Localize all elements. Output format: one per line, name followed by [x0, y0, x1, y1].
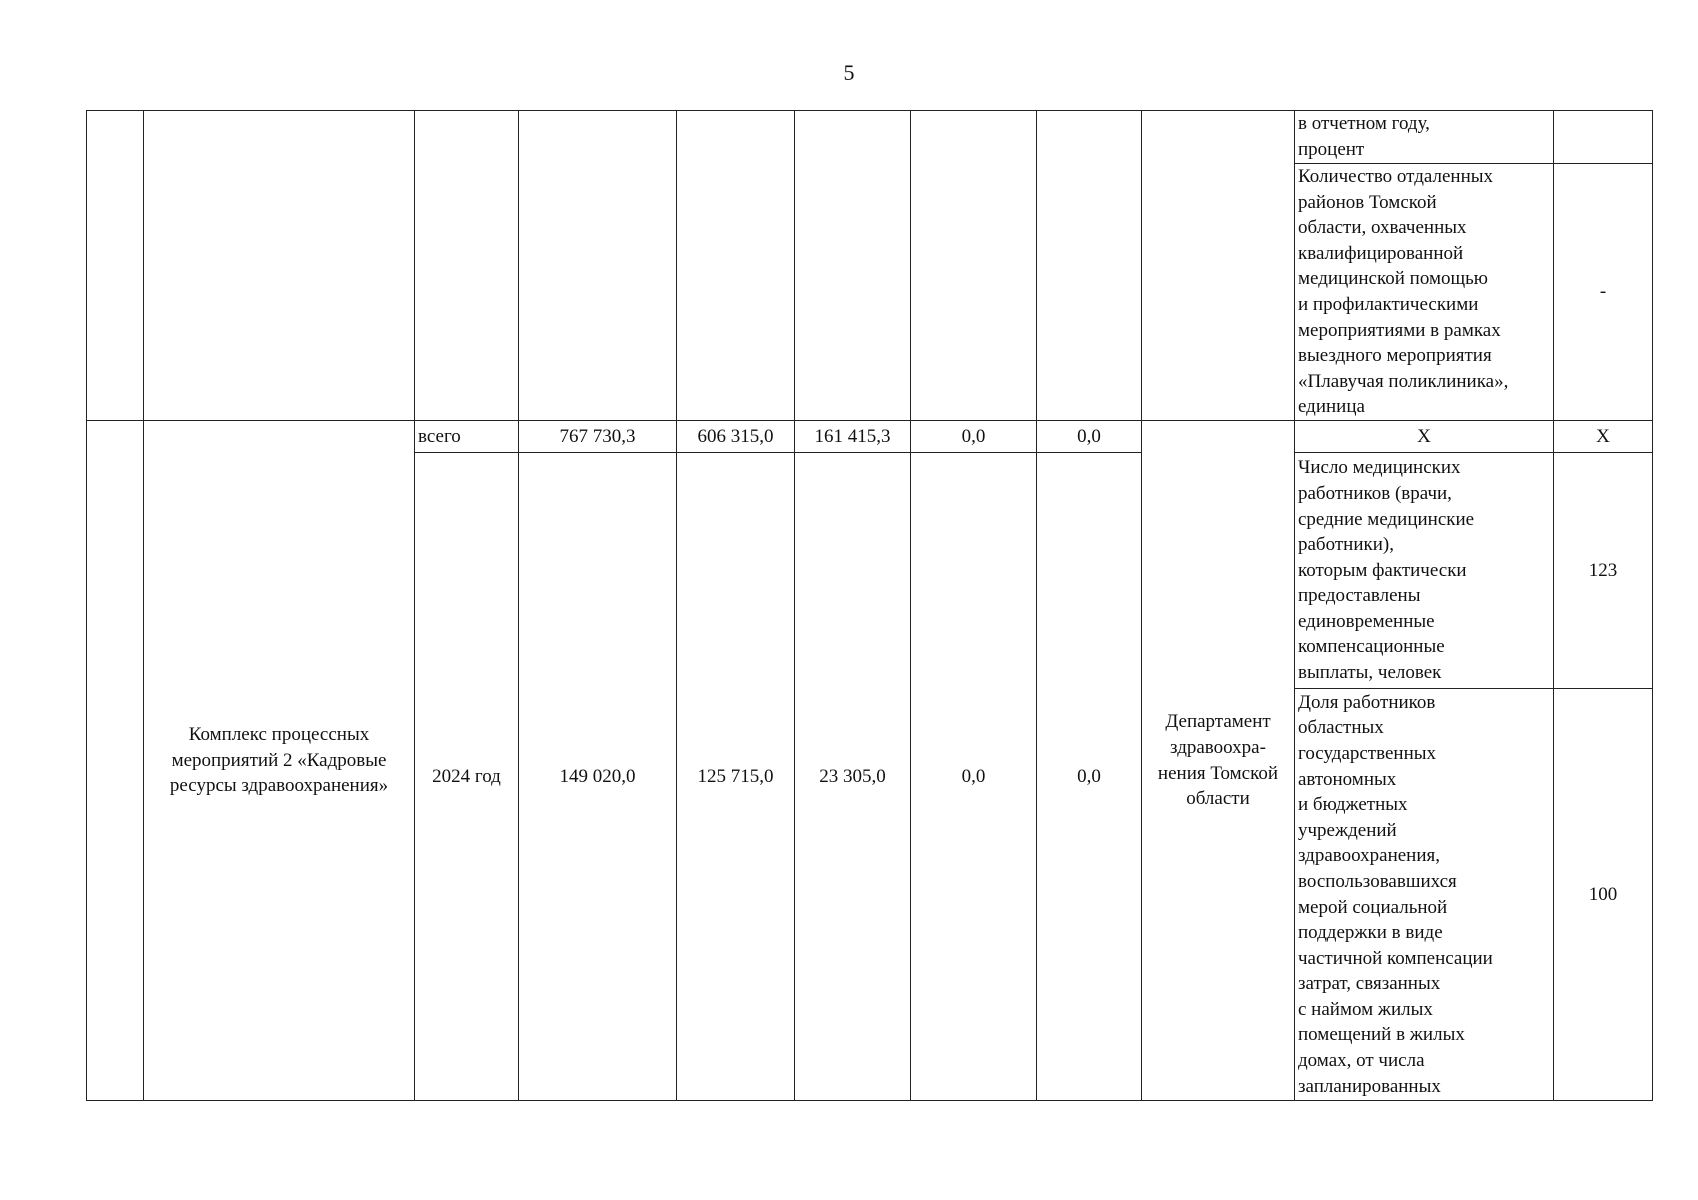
page-number: 5 — [843, 60, 855, 85]
activity-name-cell — [144, 111, 415, 421]
sum-cell: 149 020,0 — [519, 453, 677, 1101]
funding-cell — [1037, 111, 1142, 421]
period-cell — [415, 111, 519, 421]
indicator-value: X — [1554, 421, 1653, 453]
period-cell: 2024 год — [415, 453, 519, 1101]
funding-cell: 125 715,0 — [677, 453, 795, 1101]
sum-cell: 767 730,3 — [519, 421, 677, 453]
period-cell: всего — [415, 421, 519, 453]
indicator-name: Доля работников областных государственных автономных и бюджетных учреждений здравоохранения, воспользовавшихся мерой социальной поддержки в виде частичной компенсации затрат, связанных с наймом жилых помещений в жилых домах, от числа запланированных — [1295, 689, 1554, 1101]
sum-cell — [519, 111, 677, 421]
executor-cell — [1142, 111, 1295, 421]
table-row — [87, 111, 1653, 164]
funding-cell: 0,0 — [911, 421, 1037, 453]
funding-cell — [911, 111, 1037, 421]
table-row — [87, 421, 1653, 453]
indicator-name: в отчетном году, процент — [1295, 111, 1554, 164]
indicator-value: 123 — [1554, 453, 1653, 689]
funding-cell: 0,0 — [911, 453, 1037, 1101]
row-number-cell — [87, 111, 144, 421]
indicator-name: Количество отдаленных районов Томской области, охваченных квалифицированной медицинской помощью и профилактическими мероприятиями в рамках выездного мероприятия «Плавучая поликлиника», единица — [1295, 164, 1554, 421]
funding-cell: 0,0 — [1037, 421, 1142, 453]
funding-cell: 161 415,3 — [795, 421, 911, 453]
activity-name-cell: Комплекс процессных мероприятий 2 «Кадровые ресурсы здравоохранения» — [144, 421, 415, 1101]
indicator-name: Число медицинских работников (врачи, средние медицинские работники), которым фактически предоставлены единовременные компенсационные выплаты, человек — [1295, 453, 1554, 689]
indicator-value: - — [1554, 164, 1653, 421]
funding-cell: 23 305,0 — [795, 453, 911, 1101]
row-number-cell — [87, 421, 144, 1101]
program-table — [86, 110, 1653, 1101]
funding-cell: 606 315,0 — [677, 421, 795, 453]
funding-cell: 0,0 — [1037, 453, 1142, 1101]
indicator-value — [1554, 111, 1653, 164]
indicator-value: 100 — [1554, 689, 1653, 1101]
funding-cell — [677, 111, 795, 421]
indicator-name: X — [1295, 421, 1554, 453]
funding-cell — [795, 111, 911, 421]
executor-cell: Департамент здравоохра- нения Томской области — [1142, 421, 1295, 1101]
